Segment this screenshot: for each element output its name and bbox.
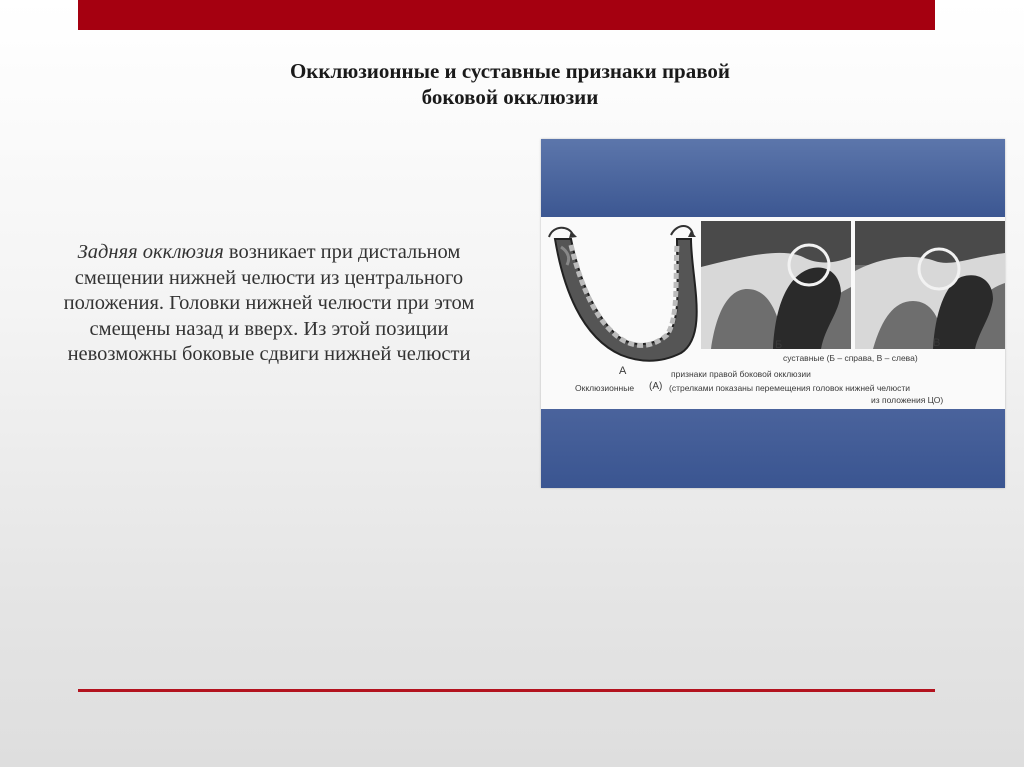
figure-drawing — [541, 217, 1005, 409]
figure-frame-bottom — [541, 409, 1005, 488]
body-line-3: положения. Головки нижней челюсти при этом — [63, 292, 475, 314]
occlusion-figure — [541, 139, 1005, 488]
label-b: Б — [775, 339, 783, 351]
slide-title-line-1: Окклюзионные и суставные признаки правой — [289, 59, 731, 83]
caption-line-4: из положения ЦО) — [871, 395, 944, 405]
jaw-arch-drawing — [549, 226, 697, 361]
figure-frame-top — [541, 139, 1005, 217]
joint-v-drawing — [855, 221, 1005, 349]
body-line-1-rest: возникает при дистальном — [223, 241, 461, 263]
slide-body-text — [8, 240, 530, 368]
figure-illustration — [541, 217, 1005, 409]
caption-line-3: (стрелками показаны перемещения головок нижней челюсти — [669, 383, 910, 393]
body-line-2: смещении нижней челюсти из центрального — [74, 266, 464, 289]
caption-a-ref: (А) — [649, 381, 663, 392]
bottom-accent-line — [78, 689, 935, 692]
body-line-4: смещены назад и вверх. Из этой позиции — [89, 317, 449, 340]
caption-occlusal: Окклюзионные — [575, 383, 635, 393]
top-accent-bar — [78, 0, 935, 30]
caption-line-2: признаки правой боковой окклюзии — [671, 369, 811, 379]
label-a: А — [619, 365, 627, 377]
slide-title — [200, 58, 820, 110]
slide-title-line-2: боковой окклюзии — [421, 85, 599, 109]
body-term-italic: Задняя окклюзия — [77, 241, 224, 263]
caption-line-1: суставные (Б – справа, В – слева) — [783, 353, 918, 363]
label-v: В — [933, 337, 941, 349]
joint-b-drawing — [701, 221, 851, 349]
body-line-1 — [8, 240, 530, 266]
body-line-5: невозможны боковые сдвиги нижней челюсти — [67, 343, 471, 365]
